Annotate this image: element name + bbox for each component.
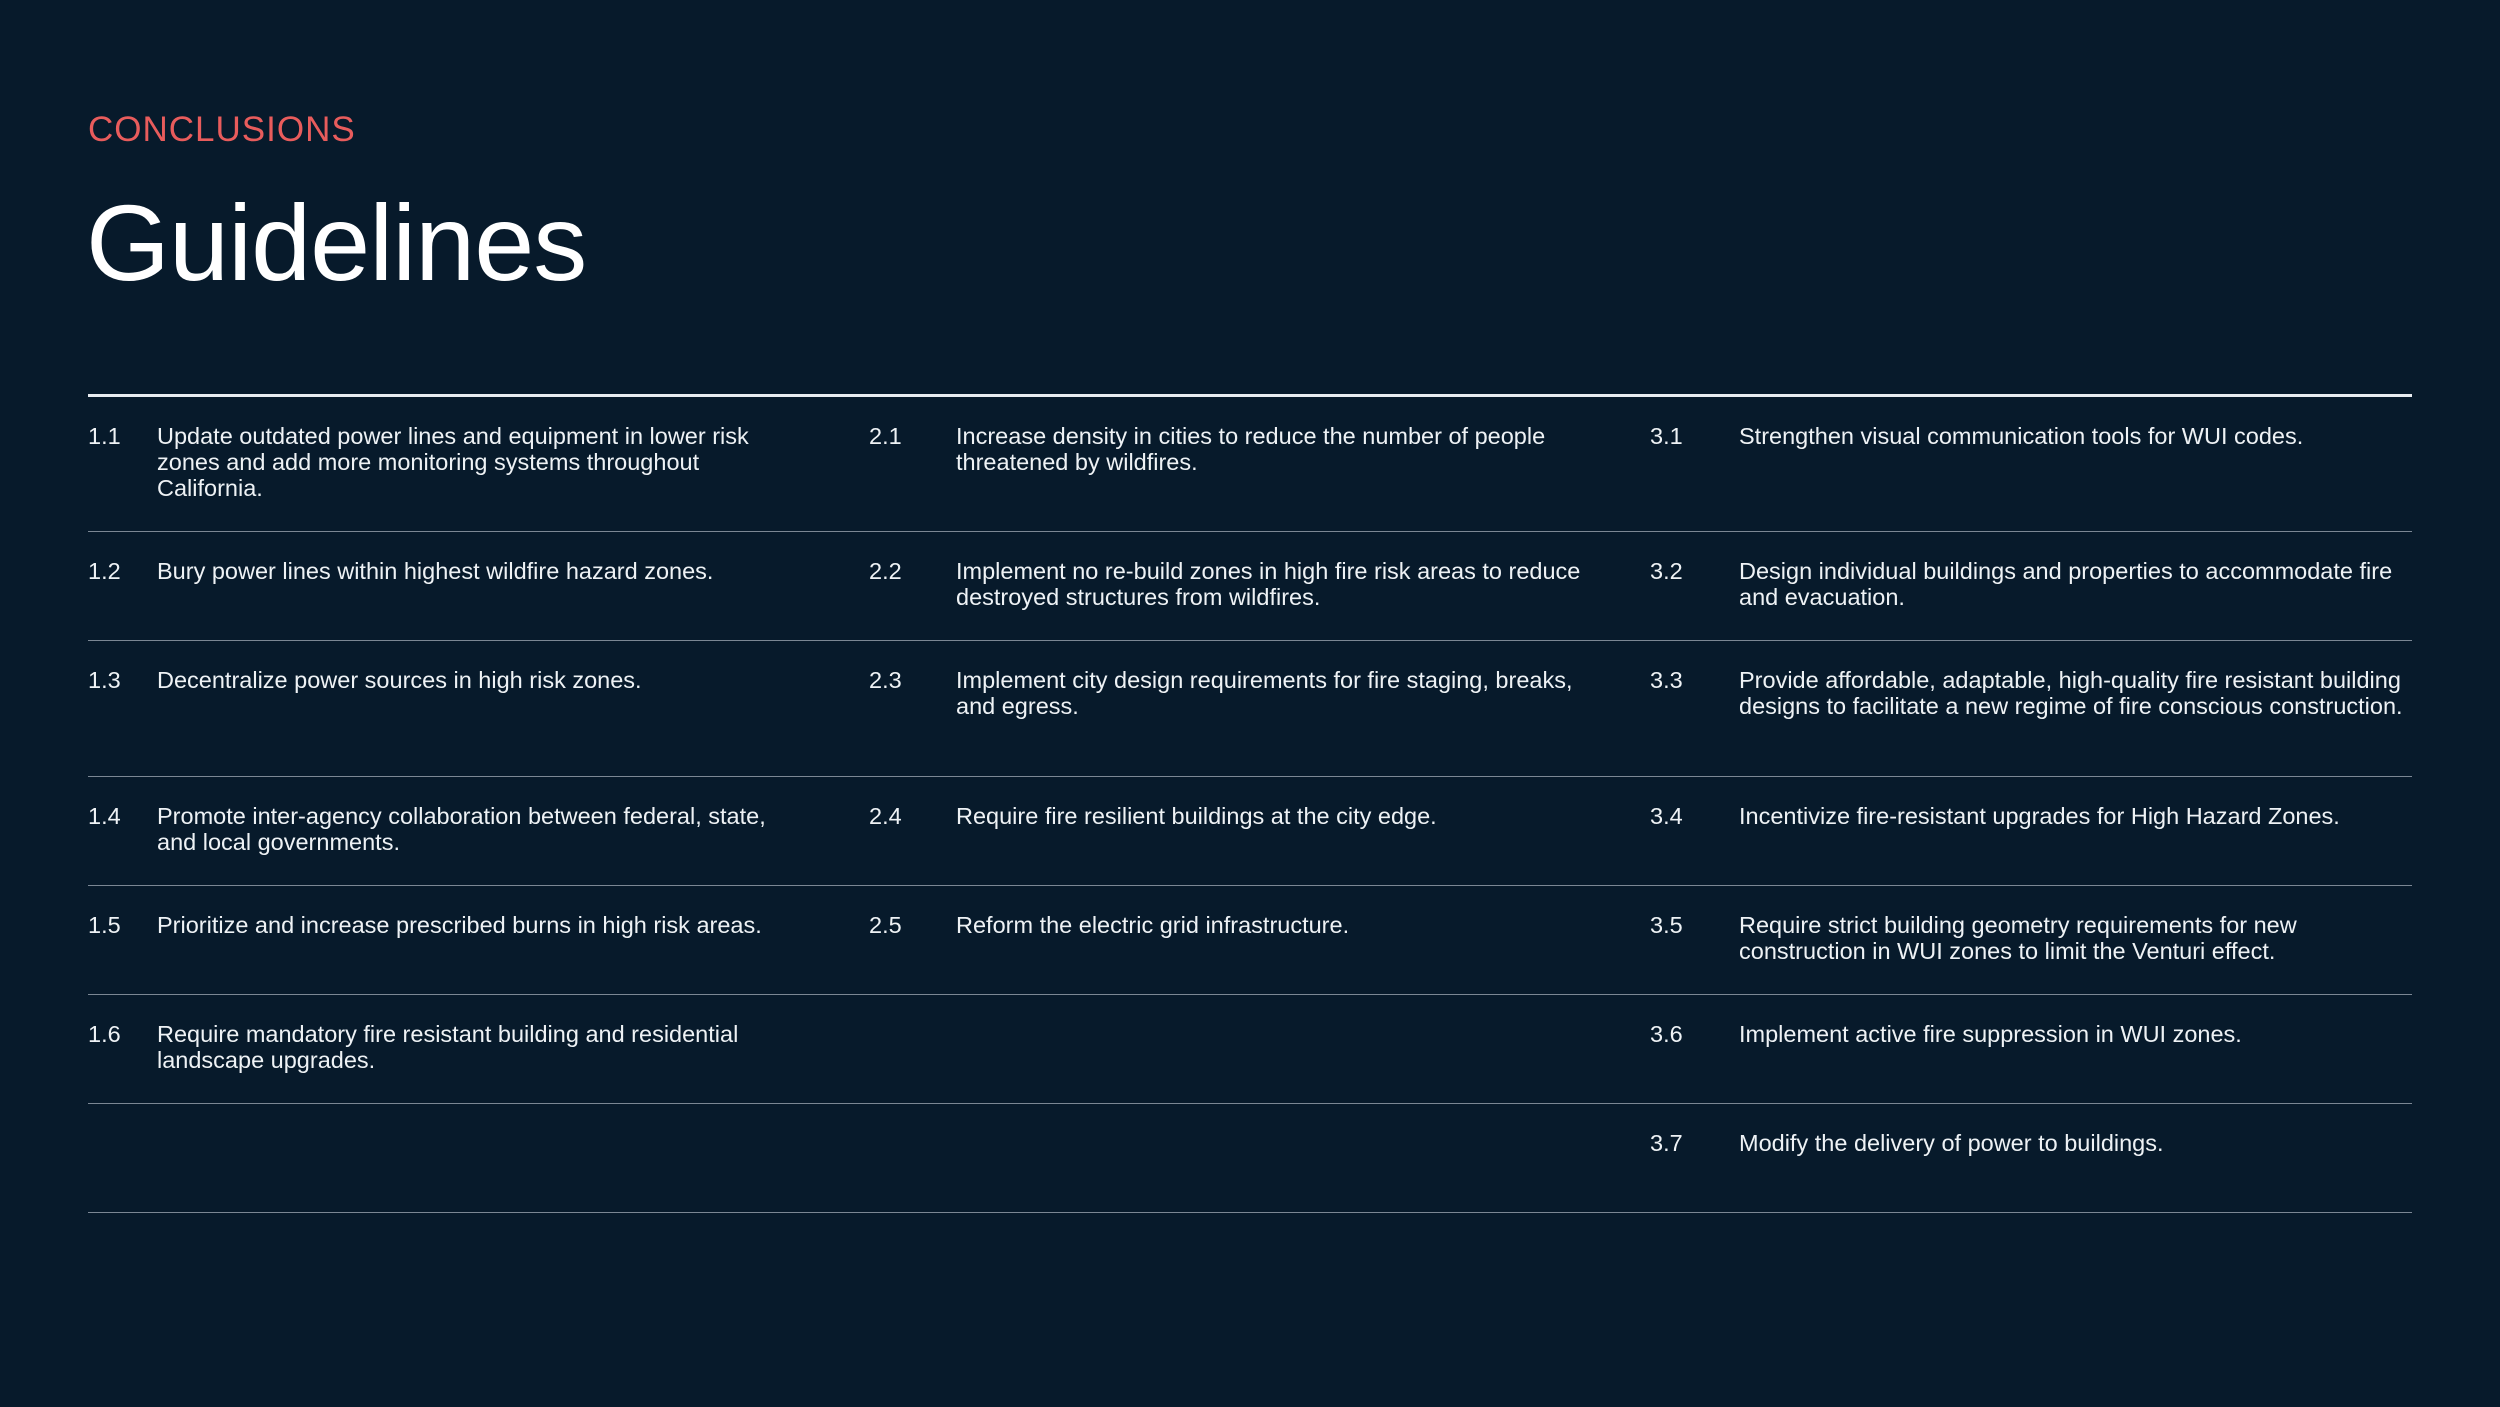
guidelines-table: [88, 394, 2412, 1213]
guideline-number: 2.5: [869, 912, 902, 938]
guideline-number: 3.4: [1650, 803, 1683, 829]
guideline-text: Implement active fire suppression in WUI zones.: [1739, 1021, 2242, 1047]
guideline-number: 3.3: [1650, 667, 1683, 693]
guideline-number: 3.6: [1650, 1021, 1683, 1047]
table-row: [88, 1104, 2412, 1213]
guideline-text: Modify the delivery of power to buildings.: [1739, 1130, 2164, 1156]
guideline-text: Implement no re-build zones in high fire risk areas to reduce destroyed structures from wildfires.: [956, 558, 1581, 610]
table-row: [88, 641, 2412, 777]
guideline-number: 1.5: [88, 912, 121, 938]
table-row: [88, 886, 2412, 995]
guideline-number: 3.7: [1650, 1130, 1683, 1156]
guideline-number: 3.2: [1650, 558, 1683, 584]
guideline-text: Update outdated power lines and equipment in lower risk zones and add more monitoring systems throughout California.: [157, 423, 749, 501]
page-title: Guidelines: [86, 182, 587, 303]
guideline-number: 1.6: [88, 1021, 121, 1047]
guideline-text: Implement city design requirements for fire staging, breaks, and egress.: [956, 667, 1573, 719]
table-row: [88, 397, 2412, 532]
guideline-text: Require strict building geometry requirements for new construction in WUI zones to limit the Venturi effect.: [1739, 912, 2297, 964]
guideline-text: Provide affordable, adaptable, high-quality fire resistant building designs to facilitate a new regime of fire conscious construction.: [1739, 667, 2403, 719]
table-row: [88, 532, 2412, 641]
guideline-text: Bury power lines within highest wildfire hazard zones.: [157, 558, 714, 584]
guideline-text: Require mandatory fire resistant building and residential landscape upgrades.: [157, 1021, 739, 1073]
guideline-text: Require fire resilient buildings at the city edge.: [956, 803, 1437, 829]
guideline-number: 1.3: [88, 667, 121, 693]
guideline-text: Prioritize and increase prescribed burns in high risk areas.: [157, 912, 762, 938]
guideline-number: 2.3: [869, 667, 902, 693]
guideline-text: Strengthen visual communication tools for WUI codes.: [1739, 423, 2304, 449]
guideline-number: 2.1: [869, 423, 902, 449]
guideline-text: Decentralize power sources in high risk zones.: [157, 667, 642, 693]
guideline-number: 3.5: [1650, 912, 1683, 938]
guideline-number: 1.2: [88, 558, 121, 584]
guideline-number: 2.4: [869, 803, 902, 829]
guideline-text: Reform the electric grid infrastructure.: [956, 912, 1350, 938]
guideline-text: Incentivize fire-resistant upgrades for High Hazard Zones.: [1739, 803, 2340, 829]
guideline-number: 2.2: [869, 558, 902, 584]
guideline-number: 1.4: [88, 803, 121, 829]
table-row: [88, 995, 2412, 1104]
guideline-text: Increase density in cities to reduce the number of people threatened by wildfires.: [956, 423, 1546, 475]
eyebrow-label: CONCLUSIONS: [88, 110, 356, 149]
guideline-number: 1.1: [88, 423, 121, 449]
guideline-number: 3.1: [1650, 423, 1683, 449]
guideline-text: Promote inter-agency collaboration between federal, state, and local governments.: [157, 803, 766, 855]
guideline-text: Design individual buildings and properties to accommodate fire and evacuation.: [1739, 558, 2393, 610]
table-row: [88, 777, 2412, 886]
